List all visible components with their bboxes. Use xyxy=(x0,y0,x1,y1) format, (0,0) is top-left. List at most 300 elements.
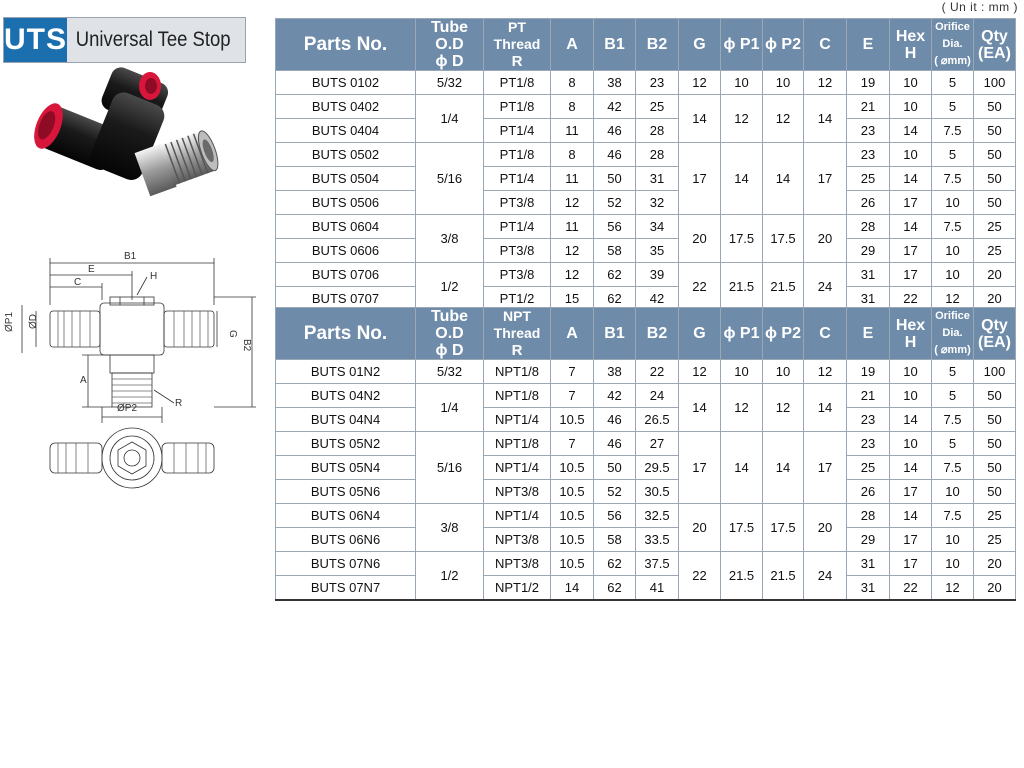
cell-thread: NPT1/4 xyxy=(484,456,551,480)
cell-orifice: 5 xyxy=(932,71,974,95)
cell-b2: 39 xyxy=(636,263,679,287)
dim-p2-label: ØP2 xyxy=(117,403,138,414)
cell-qty: 25 xyxy=(974,504,1016,528)
cell-e: 31 xyxy=(847,552,890,576)
table-row xyxy=(276,552,1016,576)
cell-hex: 14 xyxy=(890,215,932,239)
cell-b1: 62 xyxy=(594,552,636,576)
header-p1-line1: ϕ P1 xyxy=(723,325,760,342)
table-row xyxy=(276,456,1016,480)
cell-a: 10.5 xyxy=(551,408,594,432)
header-thread-line1: PT Thread xyxy=(493,19,541,52)
cell-qty: 20 xyxy=(974,263,1016,287)
header-p2 xyxy=(763,19,804,71)
header-parts-no xyxy=(276,19,416,71)
table-row xyxy=(276,360,1016,384)
cell-a: 8 xyxy=(551,95,594,119)
cell-qty: 20 xyxy=(974,287,1016,312)
header-c xyxy=(804,308,847,360)
cell-e: 25 xyxy=(847,456,890,480)
cell-orifice: 7.5 xyxy=(932,215,974,239)
cell-b2: 23 xyxy=(636,71,679,95)
cell-tube-od: 1/2 xyxy=(416,263,484,312)
header-g xyxy=(679,308,721,360)
cell-e: 23 xyxy=(847,408,890,432)
cell-a: 15 xyxy=(551,287,594,312)
table-header-row xyxy=(276,308,1016,360)
cell-p1: 14 xyxy=(721,143,763,215)
cell-hex: 10 xyxy=(890,143,932,167)
cell-a: 11 xyxy=(551,215,594,239)
cell-e: 26 xyxy=(847,191,890,215)
cell-qty: 50 xyxy=(974,119,1016,143)
header-hex xyxy=(890,308,932,360)
cell-a: 11 xyxy=(551,119,594,143)
header-e-line1: E xyxy=(862,36,874,53)
cell-b1: 50 xyxy=(594,167,636,191)
cell-b2: 30.5 xyxy=(636,480,679,504)
cell-part-no: BUTS 0606 xyxy=(276,239,416,263)
cell-orifice: 10 xyxy=(932,528,974,552)
cell-c: 14 xyxy=(804,384,847,432)
cell-b2: 29.5 xyxy=(636,456,679,480)
cell-e: 21 xyxy=(847,95,890,119)
cell-hex: 22 xyxy=(890,576,932,601)
cell-g: 12 xyxy=(679,71,721,95)
cell-b2: 26.5 xyxy=(636,408,679,432)
cell-part-no: BUTS 0706 xyxy=(276,263,416,287)
cell-orifice: 5 xyxy=(932,432,974,456)
table-row xyxy=(276,191,1016,215)
cell-qty: 25 xyxy=(974,528,1016,552)
cell-g: 22 xyxy=(679,263,721,312)
cell-hex: 17 xyxy=(890,528,932,552)
cell-hex: 10 xyxy=(890,71,932,95)
header-b1-line1: B1 xyxy=(604,36,625,53)
cell-tube-od: 3/8 xyxy=(416,504,484,552)
cell-b2: 32 xyxy=(636,191,679,215)
cell-thread: NPT1/2 xyxy=(484,576,551,601)
cell-hex: 10 xyxy=(890,432,932,456)
cell-a: 8 xyxy=(551,143,594,167)
product-photo xyxy=(30,66,220,216)
header-hex-line2: H xyxy=(904,44,917,62)
cell-p1: 10 xyxy=(721,360,763,384)
cell-hex: 17 xyxy=(890,239,932,263)
cell-orifice: 7.5 xyxy=(932,504,974,528)
cell-e: 25 xyxy=(847,167,890,191)
header-g xyxy=(679,19,721,71)
table-row xyxy=(276,143,1016,167)
cell-b2: 42 xyxy=(636,287,679,312)
cell-qty: 20 xyxy=(974,576,1016,601)
cell-orifice: 12 xyxy=(932,287,974,312)
cell-hex: 17 xyxy=(890,191,932,215)
cell-qty: 50 xyxy=(974,432,1016,456)
cell-e: 31 xyxy=(847,263,890,287)
cell-p2: 14 xyxy=(763,432,804,504)
cell-e: 26 xyxy=(847,480,890,504)
cell-c: 20 xyxy=(804,504,847,552)
cell-p2: 21.5 xyxy=(763,263,804,312)
header-e xyxy=(847,308,890,360)
header-qty xyxy=(974,19,1016,71)
cell-thread: PT1/4 xyxy=(484,215,551,239)
product-code: UTS xyxy=(4,18,67,62)
cell-thread: PT1/2 xyxy=(484,287,551,312)
header-p2-line1: ϕ P2 xyxy=(764,36,801,53)
cell-b1: 42 xyxy=(594,384,636,408)
cell-part-no: BUTS 0402 xyxy=(276,95,416,119)
header-tube-od-line2: ϕ D xyxy=(435,53,464,70)
cell-b1: 62 xyxy=(594,287,636,312)
cell-g: 12 xyxy=(679,360,721,384)
cell-orifice: 10 xyxy=(932,552,974,576)
cell-qty: 25 xyxy=(974,215,1016,239)
unit-note: ( Un it : mm ) xyxy=(941,0,1018,14)
cell-qty: 50 xyxy=(974,167,1016,191)
cell-hex: 10 xyxy=(890,384,932,408)
cell-hex: 14 xyxy=(890,504,932,528)
header-orifice-line1: Orifice Dia. xyxy=(935,310,970,339)
header-b2-line1: B2 xyxy=(646,36,668,53)
cell-thread: PT3/8 xyxy=(484,191,551,215)
cell-b2: 27 xyxy=(636,432,679,456)
header-parts-no-line1: Parts No. xyxy=(303,34,388,55)
cell-thread: PT1/8 xyxy=(484,95,551,119)
table-row xyxy=(276,167,1016,191)
cell-b1: 38 xyxy=(594,71,636,95)
cell-qty: 50 xyxy=(974,191,1016,215)
cell-a: 7 xyxy=(551,432,594,456)
cell-g: 14 xyxy=(679,384,721,432)
cell-c: 24 xyxy=(804,552,847,601)
header-tube-od xyxy=(416,19,484,71)
cell-orifice: 7.5 xyxy=(932,408,974,432)
cell-b1: 52 xyxy=(594,480,636,504)
cell-qty: 50 xyxy=(974,408,1016,432)
cell-p2: 10 xyxy=(763,360,804,384)
header-b2 xyxy=(636,19,679,71)
header-qty-line2: (EA) xyxy=(978,333,1011,351)
table-row xyxy=(276,480,1016,504)
cell-e: 21 xyxy=(847,384,890,408)
header-a-line1: A xyxy=(566,36,578,53)
pt-thread-spec-table xyxy=(275,18,1016,312)
cell-thread: NPT3/8 xyxy=(484,480,551,504)
header-qty-line2: (EA) xyxy=(978,44,1011,62)
header-e xyxy=(847,19,890,71)
header-parts-no-line1: Parts No. xyxy=(303,323,388,344)
cell-p2: 14 xyxy=(763,143,804,215)
cell-orifice: 10 xyxy=(932,191,974,215)
header-p2-line1: ϕ P2 xyxy=(764,325,801,342)
cell-part-no: BUTS 05N4 xyxy=(276,456,416,480)
cell-b2: 25 xyxy=(636,95,679,119)
cell-b1: 46 xyxy=(594,143,636,167)
cell-part-no: BUTS 05N6 xyxy=(276,480,416,504)
cell-e: 23 xyxy=(847,432,890,456)
table-row xyxy=(276,384,1016,408)
header-tube-od xyxy=(416,308,484,360)
table-row xyxy=(276,119,1016,143)
cell-part-no: BUTS 07N7 xyxy=(276,576,416,601)
cell-a: 7 xyxy=(551,384,594,408)
cell-b1: 46 xyxy=(594,119,636,143)
cell-p1: 17.5 xyxy=(721,215,763,263)
cell-tube-od: 5/16 xyxy=(416,143,484,215)
dim-h-label: H xyxy=(150,271,158,282)
header-b2 xyxy=(636,308,679,360)
header-thread xyxy=(484,308,551,360)
cell-a: 7 xyxy=(551,360,594,384)
cell-orifice: 7.5 xyxy=(932,119,974,143)
cell-b1: 50 xyxy=(594,456,636,480)
cell-p1: 12 xyxy=(721,384,763,432)
header-qty xyxy=(974,308,1016,360)
cell-part-no: BUTS 0604 xyxy=(276,215,416,239)
cell-hex: 14 xyxy=(890,119,932,143)
cell-qty: 50 xyxy=(974,480,1016,504)
header-tube-od-line2: ϕ D xyxy=(435,342,464,359)
dim-c-label: C xyxy=(74,277,82,288)
cell-part-no: BUTS 04N2 xyxy=(276,384,416,408)
cell-c: 12 xyxy=(804,360,847,384)
header-b1-line1: B1 xyxy=(604,325,625,342)
cell-hex: 17 xyxy=(890,263,932,287)
cell-p1: 17.5 xyxy=(721,504,763,552)
header-tube-od-line1: Tube O.D xyxy=(430,308,469,342)
header-g-line1: G xyxy=(693,325,706,342)
header-thread xyxy=(484,19,551,71)
header-orifice xyxy=(932,308,974,360)
dim-e-label: E xyxy=(88,264,95,275)
cell-p2: 17.5 xyxy=(763,504,804,552)
cell-p2: 12 xyxy=(763,384,804,432)
cell-part-no: BUTS 01N2 xyxy=(276,360,416,384)
cell-b1: 62 xyxy=(594,576,636,601)
cell-a: 10.5 xyxy=(551,552,594,576)
product-name: Universal Tee Stop xyxy=(75,28,231,51)
cell-b1: 52 xyxy=(594,191,636,215)
cell-thread: PT1/8 xyxy=(484,143,551,167)
header-hex-line1: Hex xyxy=(895,27,926,45)
cell-tube-od: 1/4 xyxy=(416,384,484,432)
cell-a: 10.5 xyxy=(551,528,594,552)
cell-thread: NPT1/8 xyxy=(484,432,551,456)
cell-thread: NPT3/8 xyxy=(484,552,551,576)
cell-g: 20 xyxy=(679,215,721,263)
cell-part-no: BUTS 0404 xyxy=(276,119,416,143)
cell-part-no: BUTS 05N2 xyxy=(276,432,416,456)
cell-e: 31 xyxy=(847,576,890,601)
cell-b1: 62 xyxy=(594,263,636,287)
header-a xyxy=(551,308,594,360)
cell-e: 29 xyxy=(847,528,890,552)
cell-b1: 58 xyxy=(594,528,636,552)
npt-thread-spec-table xyxy=(275,307,1016,601)
table-row xyxy=(276,432,1016,456)
cell-thread: NPT1/4 xyxy=(484,504,551,528)
cell-g: 17 xyxy=(679,432,721,504)
cell-a: 10.5 xyxy=(551,480,594,504)
cell-qty: 50 xyxy=(974,384,1016,408)
cell-tube-od: 5/32 xyxy=(416,71,484,95)
cell-hex: 14 xyxy=(890,408,932,432)
table-row xyxy=(276,408,1016,432)
cell-a: 8 xyxy=(551,71,594,95)
header-tube-od-line1: Tube O.D xyxy=(430,19,469,53)
cell-part-no: BUTS 07N6 xyxy=(276,552,416,576)
cell-p1: 21.5 xyxy=(721,552,763,601)
cell-b1: 38 xyxy=(594,360,636,384)
cell-e: 19 xyxy=(847,360,890,384)
cell-orifice: 5 xyxy=(932,360,974,384)
header-p2 xyxy=(763,308,804,360)
cell-thread: PT1/4 xyxy=(484,119,551,143)
table-row xyxy=(276,95,1016,119)
cell-e: 29 xyxy=(847,239,890,263)
header-a xyxy=(551,19,594,71)
cell-p1: 12 xyxy=(721,95,763,143)
cell-b2: 28 xyxy=(636,143,679,167)
cell-b2: 24 xyxy=(636,384,679,408)
cell-b2: 34 xyxy=(636,215,679,239)
cell-e: 23 xyxy=(847,143,890,167)
dim-g-label: G xyxy=(227,330,238,338)
cell-part-no: BUTS 06N6 xyxy=(276,528,416,552)
cell-hex: 22 xyxy=(890,287,932,312)
header-e-line1: E xyxy=(862,325,874,342)
cell-a: 14 xyxy=(551,576,594,601)
cell-c: 17 xyxy=(804,143,847,215)
cell-c: 12 xyxy=(804,71,847,95)
cell-qty: 50 xyxy=(974,95,1016,119)
header-p1 xyxy=(721,19,763,71)
table-row xyxy=(276,528,1016,552)
cell-qty: 100 xyxy=(974,71,1016,95)
header-qty-line1: Qty xyxy=(981,27,1008,45)
cell-b1: 56 xyxy=(594,215,636,239)
cell-qty: 100 xyxy=(974,360,1016,384)
header-parts-no xyxy=(276,308,416,360)
header-hex xyxy=(890,19,932,71)
header-orifice xyxy=(932,19,974,71)
table-row xyxy=(276,504,1016,528)
cell-b2: 41 xyxy=(636,576,679,601)
cell-b1: 56 xyxy=(594,504,636,528)
cell-p2: 10 xyxy=(763,71,804,95)
header-g-line1: G xyxy=(693,36,706,53)
cell-part-no: BUTS 06N4 xyxy=(276,504,416,528)
header-c-line1: C xyxy=(819,325,831,342)
cell-a: 10.5 xyxy=(551,504,594,528)
cell-qty: 50 xyxy=(974,456,1016,480)
cell-b1: 46 xyxy=(594,408,636,432)
cell-g: 14 xyxy=(679,95,721,143)
cell-e: 19 xyxy=(847,71,890,95)
cell-e: 23 xyxy=(847,119,890,143)
cell-p1: 21.5 xyxy=(721,263,763,312)
cell-part-no: BUTS 0102 xyxy=(276,71,416,95)
cell-orifice: 7.5 xyxy=(932,167,974,191)
cell-b2: 31 xyxy=(636,167,679,191)
cell-hex: 17 xyxy=(890,552,932,576)
cell-e: 31 xyxy=(847,287,890,312)
cell-orifice: 10 xyxy=(932,263,974,287)
cell-orifice: 7.5 xyxy=(932,456,974,480)
cell-e: 28 xyxy=(847,215,890,239)
table-row xyxy=(276,239,1016,263)
cell-thread: NPT1/8 xyxy=(484,360,551,384)
header-thread-line2: R xyxy=(511,53,523,70)
cell-a: 10.5 xyxy=(551,456,594,480)
cell-b2: 22 xyxy=(636,360,679,384)
cell-thread: PT1/8 xyxy=(484,71,551,95)
dim-b2-label: B2 xyxy=(241,339,252,352)
cell-b1: 46 xyxy=(594,432,636,456)
header-b1 xyxy=(594,19,636,71)
table-row xyxy=(276,576,1016,601)
cell-hex: 10 xyxy=(890,360,932,384)
cell-hex: 14 xyxy=(890,456,932,480)
cell-qty: 25 xyxy=(974,239,1016,263)
cell-c: 17 xyxy=(804,432,847,504)
cell-b1: 58 xyxy=(594,239,636,263)
cell-tube-od: 3/8 xyxy=(416,215,484,263)
header-orifice-line2: ( ⌀mm) xyxy=(934,344,971,356)
header-b2-line1: B2 xyxy=(646,325,668,342)
header-b1 xyxy=(594,308,636,360)
cell-g: 22 xyxy=(679,552,721,601)
cell-p1: 10 xyxy=(721,71,763,95)
header-a-line1: A xyxy=(566,325,578,342)
cell-hex: 14 xyxy=(890,167,932,191)
cell-thread: PT3/8 xyxy=(484,263,551,287)
cell-b2: 37.5 xyxy=(636,552,679,576)
dim-p1-label: ØP1 xyxy=(4,311,15,332)
header-orifice-line2: ( ⌀mm) xyxy=(934,55,971,67)
cell-a: 11 xyxy=(551,167,594,191)
product-title-box xyxy=(3,17,246,63)
header-c-line1: C xyxy=(819,36,831,53)
header-thread-line1: NPT Thread xyxy=(493,308,541,341)
cell-c: 14 xyxy=(804,95,847,143)
cell-tube-od: 1/2 xyxy=(416,552,484,601)
cell-e: 28 xyxy=(847,504,890,528)
cell-orifice: 10 xyxy=(932,239,974,263)
technical-drawing xyxy=(2,245,267,495)
cell-p1: 14 xyxy=(721,432,763,504)
cell-g: 17 xyxy=(679,143,721,215)
table-header-row xyxy=(276,19,1016,71)
cell-thread: NPT1/4 xyxy=(484,408,551,432)
cell-c: 24 xyxy=(804,263,847,312)
cell-g: 20 xyxy=(679,504,721,552)
cell-part-no: BUTS 0707 xyxy=(276,287,416,312)
cell-a: 12 xyxy=(551,239,594,263)
header-hex-line1: Hex xyxy=(895,316,926,334)
cell-b2: 28 xyxy=(636,119,679,143)
cell-thread: NPT1/8 xyxy=(484,384,551,408)
cell-qty: 20 xyxy=(974,552,1016,576)
cell-orifice: 5 xyxy=(932,95,974,119)
cell-part-no: BUTS 0502 xyxy=(276,143,416,167)
cell-b2: 33.5 xyxy=(636,528,679,552)
header-c xyxy=(804,19,847,71)
cell-thread: PT3/8 xyxy=(484,239,551,263)
cell-orifice: 5 xyxy=(932,384,974,408)
